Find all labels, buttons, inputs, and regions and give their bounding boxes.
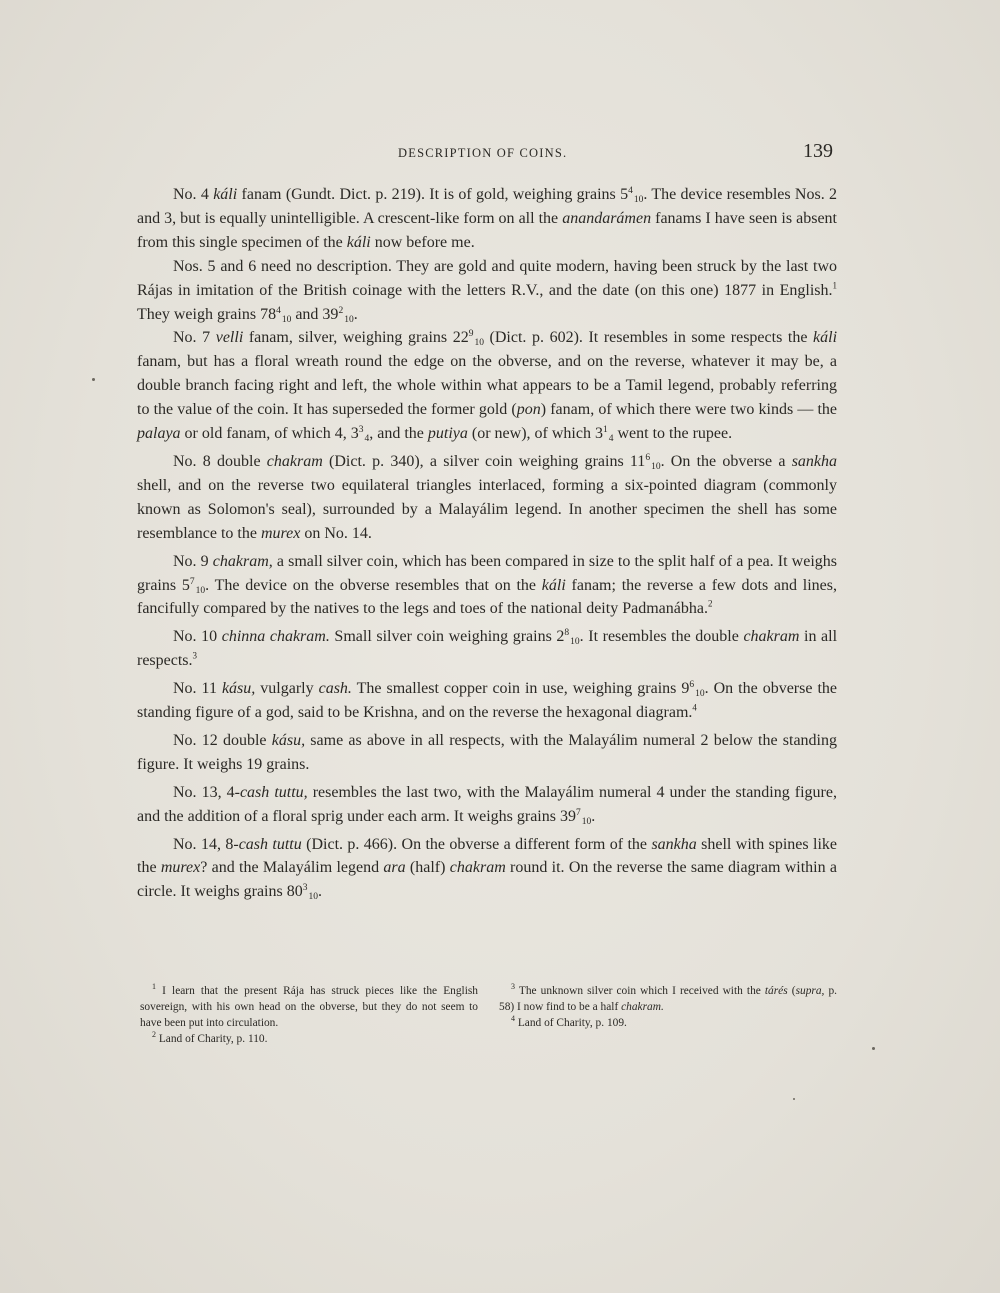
fraction-numerator: 9: [468, 329, 474, 340]
footnote-marker: 3: [511, 982, 515, 992]
fraction-numerator: 1: [602, 425, 608, 436]
fraction-denominator: 4: [608, 434, 614, 445]
text-run: or old fanam, of which 4, 3: [180, 425, 359, 443]
italic-term: sankha: [651, 835, 697, 853]
text-run: (Dict. p. 340), a silver coin weighing grains 11: [322, 452, 646, 470]
italic-term: sankha: [791, 452, 838, 470]
text-run: went to the rupee.: [613, 425, 733, 443]
text-run: . It resembles the double: [579, 628, 744, 646]
italic-term: chakram: [266, 452, 323, 470]
footnote-marker: 2: [707, 599, 713, 610]
text-run: No. 13, 4-: [173, 783, 240, 801]
footnotes: [140, 983, 837, 1047]
running-head: DESCRIPTION OF COINS.: [398, 146, 568, 160]
paragraph-no-11: [137, 677, 837, 725]
italic-term: supra,: [795, 985, 825, 997]
paragraph-no-14: [137, 833, 837, 905]
italic-term: káli: [346, 233, 371, 251]
italic-term: murex: [260, 524, 301, 542]
text-run: I learn that the present Rája has struck pieces like the English sovereign, with his own head on the obverse, but they do not seem to have been put into circulation.: [140, 985, 478, 1029]
text-run: a small silver coin, which has been compared in size to the split half of a pea. It weighs grains 5: [137, 552, 837, 594]
italic-term: chinna chakram.: [221, 628, 330, 646]
footnote-marker: 1: [832, 280, 837, 291]
text-run: (Dict. p. 602). It resembles in some respects the: [483, 329, 814, 347]
text-run: (: [787, 985, 796, 997]
fraction-denominator: 4: [364, 434, 370, 445]
fraction-denominator: 10: [570, 637, 580, 648]
text-run: The smallest copper coin in use, weighing grains 9: [351, 680, 690, 698]
text-run: No. 10: [173, 628, 222, 646]
paper-speck: [92, 378, 95, 381]
fraction-numerator: 6: [645, 452, 651, 463]
text-run: No. 9: [173, 552, 213, 570]
text-run: .: [353, 305, 358, 323]
italic-term: tárés: [764, 985, 788, 997]
fraction-numerator: 6: [689, 680, 695, 691]
paragraph-no-10: [137, 625, 837, 673]
footnote-4: [499, 1015, 837, 1031]
fraction-denominator: 10: [281, 314, 292, 325]
italic-term: kásu,: [221, 680, 256, 698]
text-run: shell with spines like the: [137, 835, 838, 877]
text-run: (or new), of which 3: [467, 425, 603, 443]
italic-term: velli: [215, 329, 244, 347]
text-run: . The device resembles Nos. 2 and 3, but is equally unintelligible. A crescent-like form on all the: [137, 186, 838, 227]
footnote-marker: 4: [511, 1014, 515, 1024]
italic-term: káli: [541, 576, 566, 594]
italic-term: káli: [813, 329, 838, 347]
fraction-numerator: 8: [564, 628, 570, 639]
text-run: fanam; the reverse a few dots and lines, fancifully compared by the natives to the legs and toes of the national deity Padmanábha.: [137, 576, 837, 618]
italic-term: cash tuttu,: [239, 783, 308, 801]
fraction-numerator: 3: [358, 425, 364, 436]
italic-term: anandarámen: [562, 209, 652, 227]
italic-term: chakram,: [212, 552, 273, 570]
fraction-numerator: 4: [628, 186, 633, 196]
footnote-marker: 4: [692, 702, 697, 713]
page-number: 139: [803, 140, 833, 162]
text-run: No. 11: [173, 680, 222, 698]
italic-term: chakram: [449, 859, 506, 877]
paragraph-nos-5-6: [137, 255, 837, 327]
fraction-numerator: 3: [302, 883, 308, 894]
text-run: Land of Charity, p. 110.: [156, 1033, 268, 1045]
text-run: same as above in all respects, with the Malayálim numeral 2 below the standing figure. It weighs 19 grains.: [137, 731, 838, 773]
text-run: . The device on the obverse resembles that on the: [205, 576, 542, 594]
fraction-denominator: 10: [308, 892, 318, 903]
footnote-1: [140, 983, 478, 1031]
text-run: now before me.: [370, 233, 475, 251]
text-run: fanam, but has a floral wreath round the edge on the obverse, and on the reverse, whatever it may be, a double branch facing right and left, the whole within what appears to be a Tamil legend, probably referring to the value of the coin. It has superseded the former gold (: [137, 353, 837, 419]
paper-speck: [872, 1047, 875, 1050]
text-run: shell, and on the reverse two equilateral triangles interlaced, forming a six-pointed diagram (commonly known as Solomon's seal), surrounded by a Malayálim legend. In another specimen the shell has some resemblance to the: [137, 476, 837, 542]
fraction-denominator: 10: [581, 816, 592, 827]
text-run: fanams I have seen is absent from this single specimen of the: [137, 209, 837, 251]
footnote-3: [499, 983, 837, 1015]
fraction-denominator: 10: [695, 689, 705, 700]
text-run: No. 7: [173, 329, 216, 347]
text-run: No. 4: [173, 186, 214, 203]
paragraph-no-13: [137, 781, 837, 829]
italic-term: putiya: [427, 425, 468, 443]
italic-term: ara: [383, 859, 406, 877]
body-text: [137, 183, 837, 904]
italic-term: chakram: [743, 628, 800, 646]
italic-term: cash.: [318, 680, 352, 698]
footnote-marker: 1: [152, 982, 156, 992]
text-run: (half): [405, 859, 450, 877]
paragraph-no-8: [137, 450, 837, 546]
text-run: ) fanam, of which there were two kinds — the: [540, 401, 837, 419]
text-run: Land of Charity, p. 109.: [515, 1017, 627, 1029]
paper-speck: [793, 1098, 795, 1100]
text-run: .: [591, 807, 596, 825]
fraction-numerator: 2: [338, 305, 344, 316]
text-run: p. 58) I now find to be a half: [499, 985, 837, 1013]
text-run: The unknown silver coin which I received with the: [515, 985, 765, 997]
fraction-denominator: 10: [344, 314, 354, 325]
text-run: (Dict. p. 466). On the obverse a different form of the: [301, 835, 652, 853]
italic-term: cash tuttu: [238, 835, 302, 853]
italic-term: chakram.: [621, 1001, 664, 1013]
italic-term: káli: [213, 186, 238, 203]
text-run: , and the: [369, 425, 428, 443]
italic-term: palaya: [137, 425, 181, 443]
footnote-2: [140, 1031, 478, 1047]
fraction-denominator: 10: [651, 461, 661, 472]
text-run: in all respects.: [137, 628, 838, 670]
text-run: fanam, silver, weighing grains 22: [243, 329, 469, 347]
fraction-denominator: 10: [474, 338, 484, 349]
text-run: Nos. 5 and 6 need no description. They are gold and quite modern, having been struck by the last two Rájas in imitation of the British coinage with the letters R.V., and the date (on this one) 1877 in English.: [137, 257, 837, 299]
text-run: No. 12 double: [173, 731, 272, 749]
text-run: round it. On the reverse the same diagram within a circle. It weighs grains 80: [137, 859, 838, 901]
paragraph-no-4: [137, 183, 837, 255]
text-run: ? and the Malayálim legend: [200, 859, 384, 877]
text-run: fanam (Gundt. Dict. p. 219). It is of gold, weighing grains 5: [237, 186, 629, 203]
paragraph-no-9: [137, 550, 837, 622]
paragraph-no-12: [137, 729, 837, 777]
fraction-numerator: 4: [276, 305, 281, 316]
footnotes-left-column: [140, 983, 478, 1047]
text-run: and 39: [291, 305, 339, 323]
text-run: on No. 14.: [300, 524, 372, 542]
text-run: resembles the last two, with the Malayálim numeral 4 under the standing figure, and the addition of a floral sprig under each arm. It weighs grains 39: [137, 783, 837, 825]
footnote-marker: 3: [192, 650, 198, 661]
paragraph-no-7: [137, 326, 837, 446]
fraction-denominator: 10: [195, 585, 206, 596]
footnote-marker: 2: [152, 1030, 156, 1040]
fraction-denominator: 10: [633, 195, 644, 205]
text-run: They weigh grains 78: [137, 305, 277, 323]
text-run: . On the obverse a: [660, 452, 792, 470]
fraction-numerator: 7: [575, 807, 581, 818]
italic-term: kásu,: [271, 731, 306, 749]
fraction-numerator: 7: [189, 576, 195, 587]
text-run: . On the obverse the standing figure of a god, said to be Krishna, and on the reverse the hexagonal diagram.: [137, 680, 837, 722]
text-run: .: [317, 883, 322, 901]
text-run: Small silver coin weighing grains 2: [329, 628, 565, 646]
text-run: No. 8 double: [173, 452, 267, 470]
italic-term: murex: [160, 859, 201, 877]
footnotes-right-column: [499, 983, 837, 1047]
italic-term: pon: [516, 401, 541, 419]
text-run: No. 14, 8-: [173, 835, 239, 853]
text-run: vulgarly: [255, 680, 319, 698]
